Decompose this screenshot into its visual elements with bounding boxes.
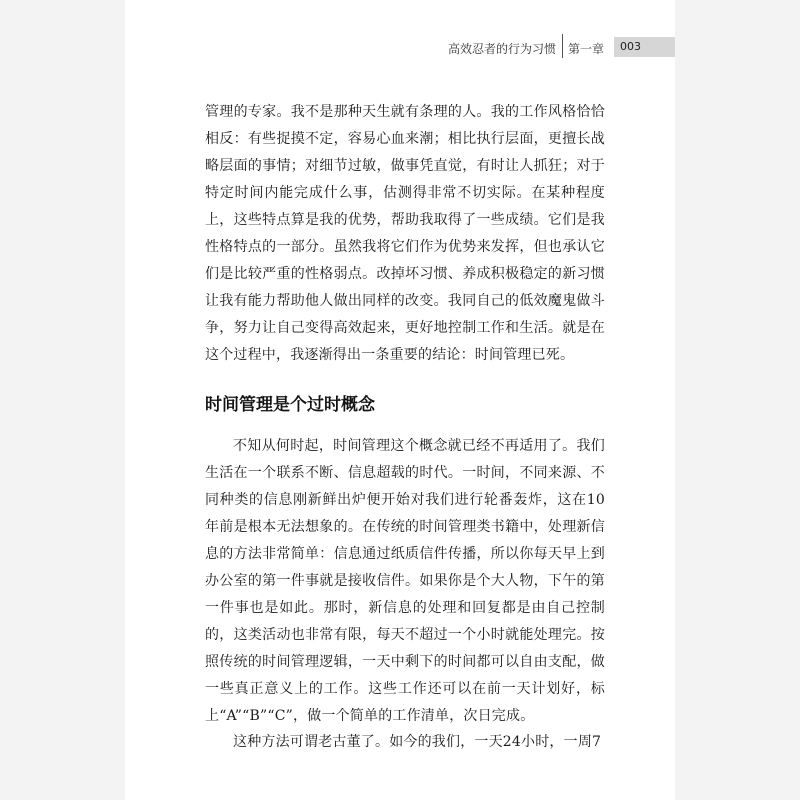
section-heading: 时间管理是个过时概念 <box>205 395 375 415</box>
paragraph-3: 这种方法可谓老古董了。如今的我们，一天24小时，一周7 <box>233 734 602 750</box>
chapter-label: 第一章 <box>568 42 605 56</box>
paragraph-2: 不知从何时起，时间管理这个概念就已经不再适用了。我们生活在一个联系不断、信息超载的时代。一时间，不同来源、不同种类的信息刚新鲜出炉便开始对我们进行轮番轰炸，这在10年前是根本无法想象的。在传统的时间管理类书籍中，处理新信息的方法非常简单：信息通过纸质信件传播，所以你每天早上到办公室的第一件事就是接收信件。如果你是个大人物，下午的第一件事也是如此。那时，新信息的处理和回复都是由自己控制的，这类活动也非常有限，每天不超过一个小时就能处理完。按照传统的时间管理逻辑，一天中剩下的时间都可以自由支配，做一些真正意义上的工作。这些工作还可以在前一天计划好，标上“A”“B”“C”，做一个简单的工作清单，次日完成。 <box>205 438 605 724</box>
running-header <box>125 38 675 58</box>
paragraph-1: 管理的专家。我不是那种天生就有条理的人。我的工作风格恰恰相反：有些捉摸不定，容易心血来潮；相比执行层面，更擅长战略层面的事情；对细节过敏，做事凭直觉，有时让人抓狂；对于特定时间内能完成什么事，估测得非常不切实际。在某种程度上，这些特点算是我的优势，帮助我取得了一些成绩。它们是我性格特点的一部分。虽然我将它们作为优势来发挥，但也承认它们是比较严重的性格弱点。改掉坏习惯、养成积极稳定的新习惯让我有能力帮助他人做出同样的改变。我同自己的低效魔鬼做斗争，努力让自己变得高效起来，更好地控制工作和生活。就是在这个过程中，我逐渐得出一条重要的结论：时间管理已死。 <box>205 104 605 363</box>
page-number-tab <box>614 37 675 57</box>
book-title: 高效忍者的行为习惯 <box>447 42 556 56</box>
header-divider <box>562 34 563 58</box>
book-page <box>125 0 675 800</box>
page-number: 003 <box>620 40 641 53</box>
